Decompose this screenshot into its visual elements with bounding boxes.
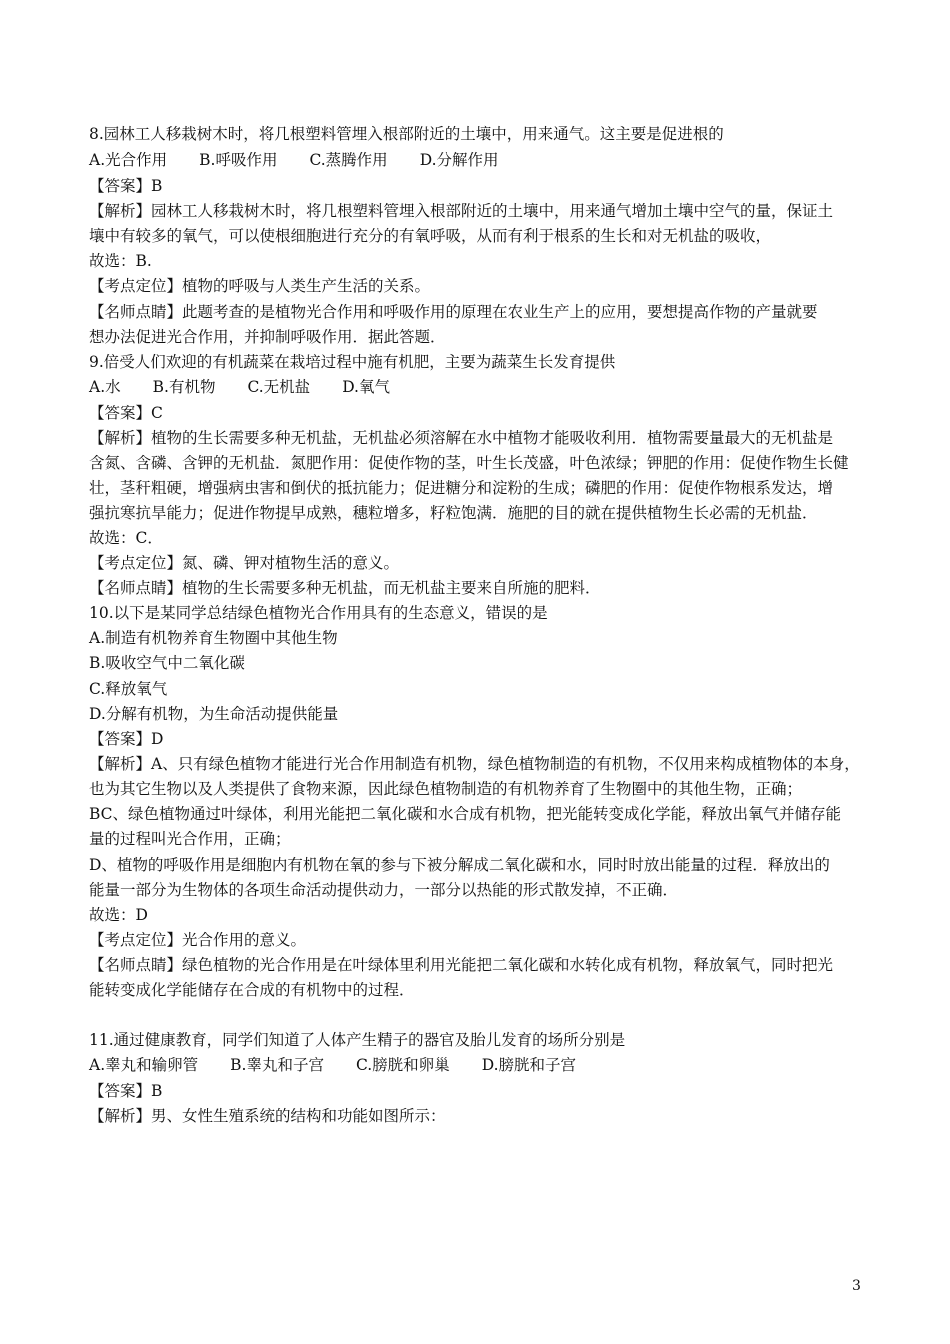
q10-option-a: A.制造有机物养育生物圈中其他生物: [89, 629, 338, 647]
q10-conclusion: 故选：D: [89, 906, 148, 924]
q10-analysis-line: 能量一部分为生物体的各项生命活动提供动力，一部分以热能的形式散发掉，不正确．: [89, 881, 679, 899]
q9-point: 【考点定位】氮、磷、钾对植物生活的意义。: [89, 554, 400, 572]
q8-tips-line: 想办法促进光合作用，并抑制呼吸作用．据此答题．: [89, 328, 446, 346]
q10-analysis-line: BC、绿色植物通过叶绿体，利用光能把二氧化碳和水合成有机物，把光能转变成化学能，释放出氧气并储存能: [89, 805, 842, 823]
q11-stem: 11.通过健康教育，同学们知道了人体产生精子的器官及胎儿发育的场所分别是: [89, 1031, 626, 1049]
q9-analysis-line: 强抗寒抗旱能力；促进作物提早成熟，穗粒增多，籽粒饱满．施肥的目的就在提供植物生长必需的无机盐．: [89, 504, 818, 522]
q10-option-d: D.分解有机物，为生命活动提供能量: [89, 705, 339, 723]
q8-option-d: D.分解作用: [419, 151, 499, 169]
q9-analysis-line: 【解析】植物的生长需要多种无机盐，无机盐必须溶解在水中植物才能吸收利用．植物需要量最大的无机盐是: [89, 429, 834, 447]
q11-analysis-line: 【解析】男、女性生殖系统的结构和功能如图所示：: [89, 1107, 446, 1125]
q9-conclusion: 故选：C．: [89, 529, 163, 547]
q8-conclusion: 故选：B.: [89, 252, 152, 270]
q9-analysis-line: 壮，茎秆粗硬，增强病虫害和倒伏的抵抗能力；促进糖分和淀粉的生成；磷肥的作用：促使作物根系发达，增: [89, 479, 834, 497]
q10-tips-line: 能转变成化学能储存在合成的有机物中的过程．: [89, 981, 415, 999]
q9-option-c: C.无机盐: [247, 378, 311, 396]
q11-option-a: A.睾丸和输卵管: [89, 1056, 199, 1074]
q10-option-b: B.吸收空气中二氧化碳: [89, 654, 245, 672]
q9-option-d: D.氧气: [342, 378, 390, 396]
q10-point: 【考点定位】光合作用的意义。: [89, 931, 307, 949]
q8-option-a: A.光合作用: [89, 151, 168, 169]
q9-option-a: A.水: [89, 378, 121, 396]
q9-analysis-line: 含氮、含磷、含钾的无机盐．氮肥作用：促使作物的茎，叶生长茂盛，叶色浓绿；钾肥的作用：促使作物生长健: [89, 454, 849, 472]
q8-analysis-line: 壤中有较多的氧气，可以使根细胞进行充分的有氧呼吸，从而有利于根系的生长和对无机盐的吸收，: [89, 227, 772, 245]
q9-answer: 【答案】C: [89, 404, 163, 422]
q10-tips-line: 【名师点睛】绿色植物的光合作用是在叶绿体里利用光能把二氧化碳和水转化成有机物，释放氧气，同时把光: [89, 956, 834, 974]
q10-analysis-line: 也为其它生物以及人类提供了食物来源，因此绿色植物制造的有机物养育了生物圈中的其他生物，正确；: [89, 780, 803, 798]
q11-option-c: C.膀胱和卵巢: [355, 1056, 450, 1074]
q8-options: [89, 150, 531, 170]
q8-point: 【考点定位】植物的呼吸与人类生产生活的关系。: [89, 277, 431, 295]
q9-tips-line: 【名师点睛】植物的生长需要多种无机盐，而无机盐主要来自所施的肥料．: [89, 579, 601, 597]
q8-answer: 【答案】B: [89, 177, 163, 195]
q10-stem: 10.以下是某同学总结绿色植物光合作用具有的生态意义，错误的是: [89, 604, 548, 622]
q9-options: [89, 377, 422, 397]
q8-stem: 8.园林工人移栽树木时，将几根塑料管埋入根部附近的土壤中，用来通气。这主要是促进根的: [89, 125, 724, 143]
q10-analysis-line: 【解析】A、只有绿色植物才能进行光合作用制造有机物，绿色植物制造的有机物，不仅用来构成植物体的本身，: [89, 755, 860, 773]
q11-options: [89, 1055, 608, 1075]
q11-option-b: B.睾丸和子宫: [230, 1056, 324, 1074]
q10-answer: 【答案】D: [89, 730, 164, 748]
q8-analysis-line: 【解析】园林工人移栽树木时，将几根塑料管埋入根部附近的土壤中，用来通气增加土壤中空气的量，保证土: [89, 202, 834, 220]
q8-option-c: C.蒸腾作用: [309, 151, 388, 169]
q9-stem: 9.倍受人们欢迎的有机蔬菜在栽培过程中施有机肥，主要为蔬菜生长发育提供: [89, 353, 616, 371]
page-number: 3: [852, 1278, 861, 1294]
q9-option-b: B.有机物: [152, 378, 216, 396]
q8-option-b: B.呼吸作用: [199, 151, 278, 169]
q8-tips-line: 【名师点睛】此题考查的是植物光合作用和呼吸作用的原理在农业生产上的应用，要想提高作物的产量就要: [89, 303, 818, 321]
q10-analysis-line: D、植物的呼吸作用是细胞内有机物在氧的参与下被分解成二氧化碳和水，同时时放出能量的过程．释放出的: [89, 856, 830, 874]
q10-analysis-line: 量的过程叫光合作用，正确；: [89, 830, 291, 848]
q10-option-c: C.释放氧气: [89, 680, 168, 698]
q11-option-d: D.膀胱和子宫: [481, 1056, 577, 1074]
q11-answer: 【答案】B: [89, 1082, 163, 1100]
